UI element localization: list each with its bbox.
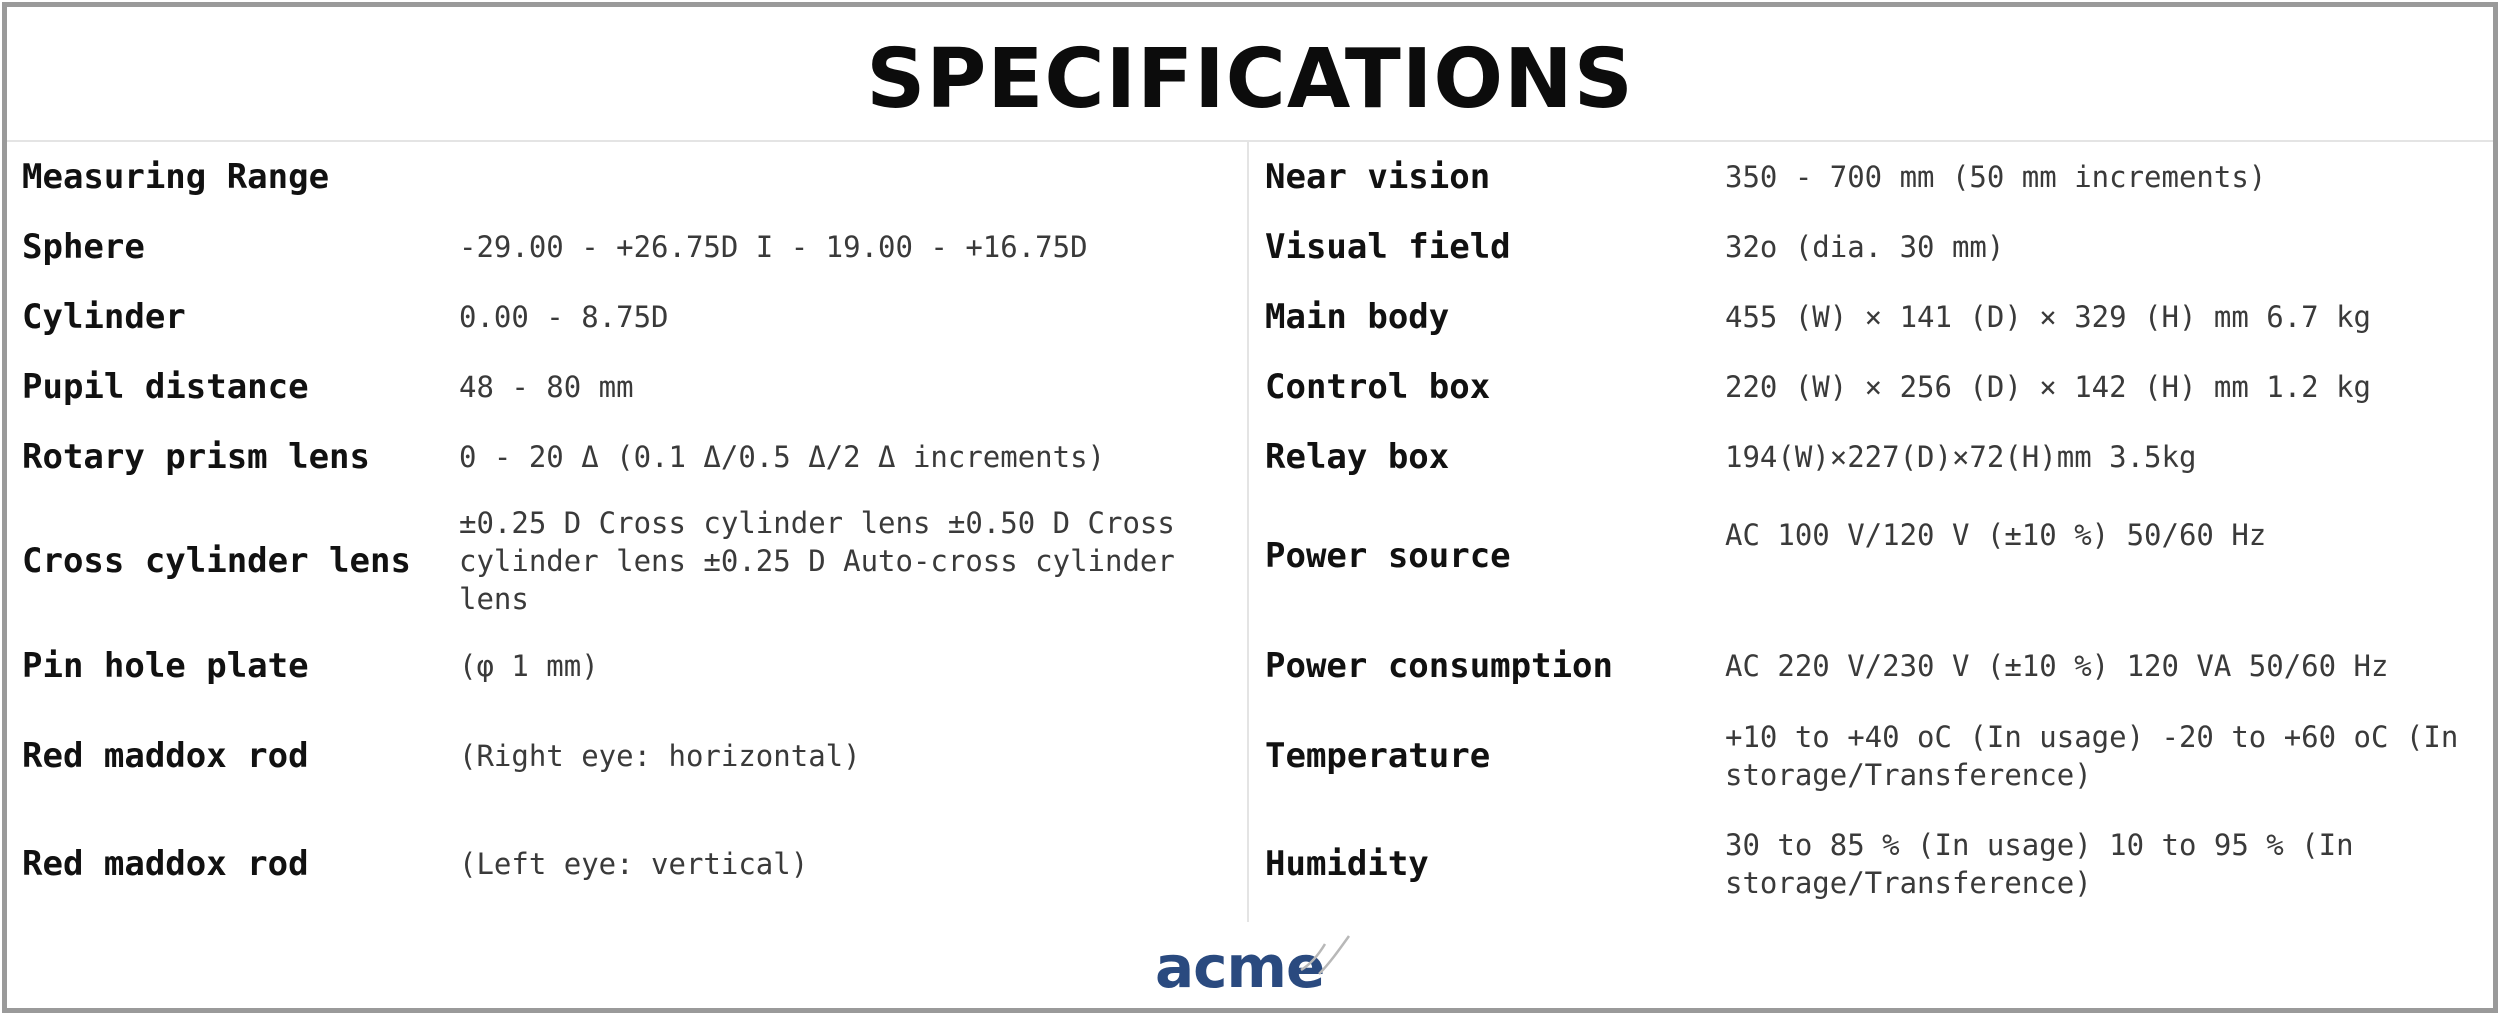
spec-value: ±0.25 D Cross cylinder lens ±0.50 D Cross cylinder lens ±0.25 D Auto-cross cylinder lens [459,506,1175,616]
spec-value: (Left eye: vertical) [459,847,809,881]
spec-label: Pupil distance [22,367,309,407]
logo-swoosh-icon [1297,930,1357,980]
spec-label: Visual field [1265,227,1511,267]
spec-label: Power source [1265,536,1511,576]
spec-value: 0.00 - 8.75D [459,300,669,334]
spec-row-power-source [1265,492,2485,630]
spec-row-temperature [1265,702,2485,810]
left-spec-column [22,142,1240,918]
spec-label: Measuring Range [22,157,330,197]
logo-wordmark: acme [1155,933,1325,1001]
spec-label: Control box [1265,367,1491,407]
spec-value: AC 100 V/120 V (±10 %) 50/60 Hz [1725,518,2267,552]
spec-value: -29.00 - +26.75D I - 19.00 - +16.75D [459,230,1088,264]
spec-label: Temperature [1265,736,1491,776]
column-divider [1247,142,1249,922]
spec-label: Cross cylinder lens [22,541,411,581]
spec-row-relay-box [1265,422,2485,492]
spec-label: Sphere [22,227,145,267]
spec-row-visual-field [1265,212,2485,282]
spec-label: Near vision [1265,157,1491,197]
spec-row-red-maddox-rod-right [22,702,1240,810]
spec-value: 220 (W) × 256 (D) × 142 (H) mm 1.2 kg [1725,370,2372,404]
spec-row-red-maddox-rod-left [22,810,1240,918]
spec-row-main-body [1265,282,2485,352]
spec-row-pin-hole-plate [22,630,1240,702]
spec-label: Main body [1265,297,1450,337]
spec-value: 350 - 700 mm (50 mm increments) [1725,160,2267,194]
spec-row-near-vision [1265,142,2485,212]
spec-value: 455 (W) × 141 (D) × 329 (H) mm 6.7 kg [1725,300,2372,334]
spec-row-cross-cylinder-lens [22,492,1240,630]
acme-logo [1147,922,1367,1012]
spec-row-sphere [22,212,1240,282]
spec-value: +10 to +40 oC (In usage) -20 to +60 oC (In storage/Transference) [1725,720,2459,792]
spec-row-pupil-distance [22,352,1240,422]
spec-row-control-box [1265,352,2485,422]
spec-label: Red maddox rod [22,736,309,776]
spec-label: Pin hole plate [22,646,309,686]
page-title: SPECIFICATIONS [866,32,1634,127]
spec-sheet [2,2,2498,1013]
spec-row-rotary-prism-lens [22,422,1240,492]
spec-label: Rotary prism lens [22,437,370,477]
spec-row-measuring-range [22,142,1240,212]
spec-value: 32o (dia. 30 mm) [1725,230,2005,264]
spec-row-power-consumption [1265,630,2485,702]
spec-value: 48 - 80 mm [459,370,634,404]
spec-value: 0 - 20 Δ (0.1 Δ/0.5 Δ/2 Δ increments) [459,440,1106,474]
spec-value: (φ 1 mm) [459,649,599,683]
spec-value: 30 to 85 % (In usage) 10 to 95 % (In storage/Transference) [1725,828,2354,900]
spec-row-humidity [1265,810,2485,918]
spec-label: Humidity [1265,844,1429,884]
spec-value: AC 220 V/230 V (±10 %) 120 VA 50/60 Hz [1725,649,2389,683]
spec-row-cylinder [22,282,1240,352]
spec-value: (Right eye: horizontal) [459,739,861,773]
right-spec-column [1265,142,2485,918]
spec-label: Red maddox rod [22,844,309,884]
spec-value: 194(W)×227(D)×72(H)mm 3.5kg [1725,440,2197,474]
spec-label: Power consumption [1265,646,1613,686]
spec-label: Relay box [1265,437,1450,477]
spec-label: Cylinder [22,297,186,337]
